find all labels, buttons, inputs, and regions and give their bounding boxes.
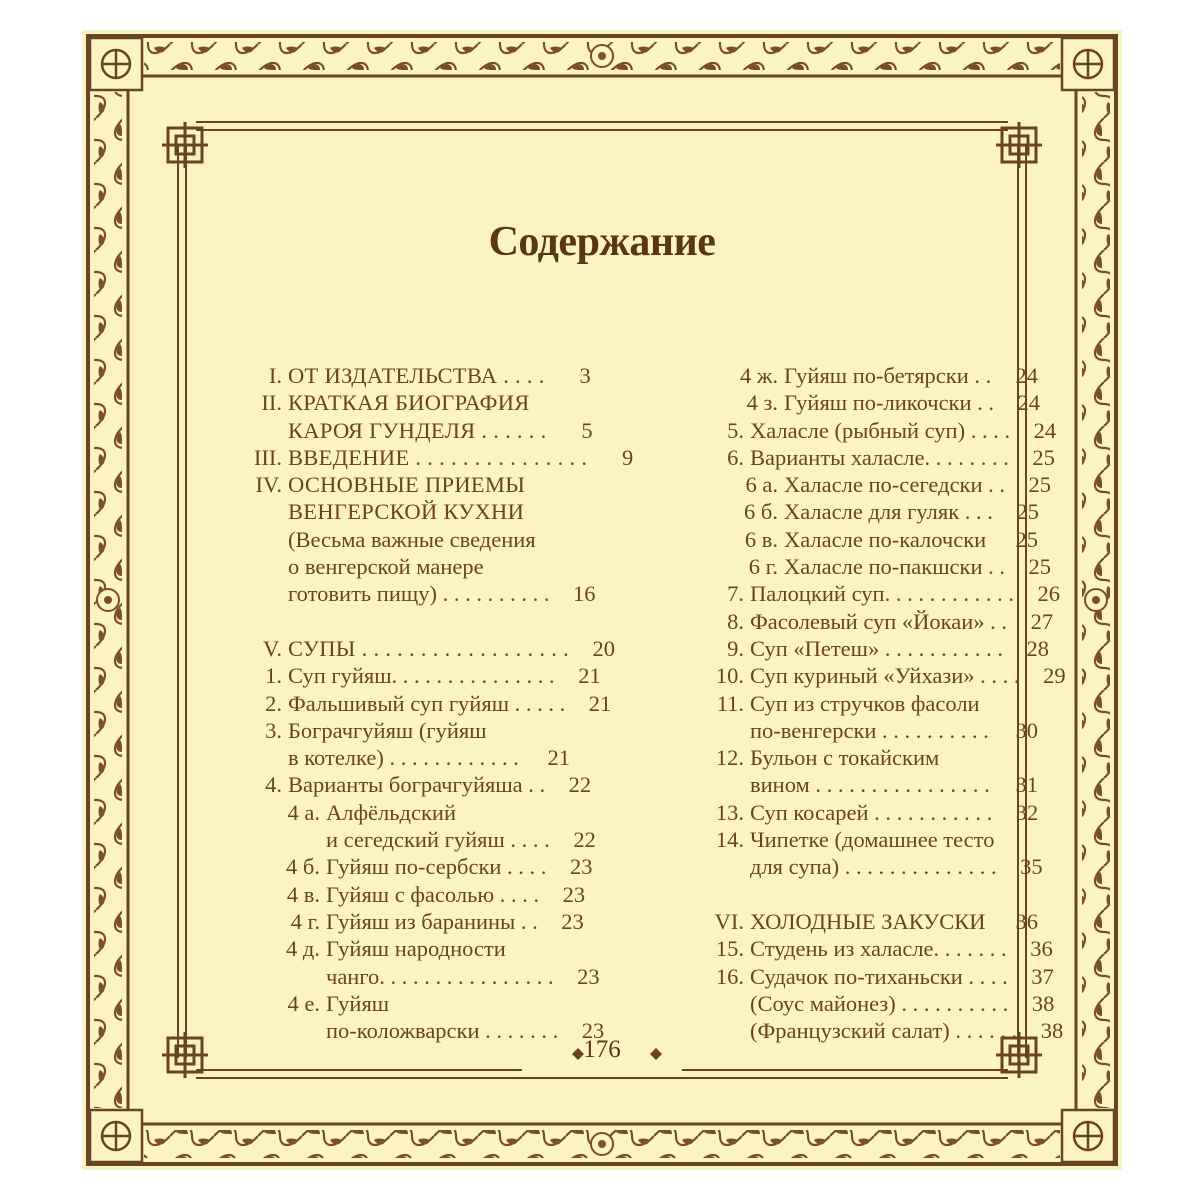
toc-entry-title: Варианты халасле. . . . . . . . bbox=[750, 444, 1009, 470]
toc-entry-page: 37 bbox=[1031, 963, 1054, 989]
toc-entry-number: 9. bbox=[727, 635, 744, 661]
toc-entry-number: 4 д. bbox=[286, 936, 320, 962]
toc-entry-page: 23 bbox=[562, 881, 586, 907]
toc-entry-number: I. bbox=[268, 363, 282, 388]
toc-entry[interactable] bbox=[632, 826, 1038, 853]
toc-entry-page: 31 bbox=[1015, 772, 1038, 798]
toc-entry-title: Гуйяш по-бетярски . . bbox=[784, 363, 992, 388]
toc-entry-title: в котелке) . . . . . . . . . . . . bbox=[288, 745, 519, 771]
toc-entry[interactable] bbox=[172, 635, 616, 662]
toc-entry-title: Гуйяш по-ликочски . . bbox=[784, 390, 995, 416]
toc-entry[interactable] bbox=[172, 389, 570, 416]
toc-entry-number: 12. bbox=[715, 745, 744, 771]
toc-entry-title: КАРОЯ ГУНДЕЛЯ . . . . . . bbox=[288, 417, 547, 443]
toc-entry-title: для супа) . . . . . . . . . . . . . . bbox=[750, 854, 997, 880]
toc-entry-page: 25 bbox=[1032, 444, 1055, 470]
toc-entry-title: Халасле для гуляк . . . bbox=[784, 499, 993, 525]
toc-entry-number: 3. bbox=[265, 717, 282, 743]
toc-entry-title: Фасолевый суп «Йокаи» . . bbox=[750, 608, 1008, 634]
toc-entry-number: III. bbox=[253, 444, 282, 470]
toc-entry[interactable] bbox=[632, 990, 1055, 1017]
toc-entry[interactable] bbox=[632, 908, 1038, 935]
toc-entry[interactable] bbox=[172, 799, 570, 826]
toc-entry[interactable] bbox=[172, 444, 634, 471]
toc-entry-title: СУПЫ . . . . . . . . . . . . . . . . . . bbox=[288, 635, 570, 661]
toc-entry[interactable] bbox=[632, 771, 1038, 798]
toc-spacer bbox=[172, 608, 570, 635]
toc-entry-page: 23 bbox=[569, 854, 593, 880]
toc-entry-page: 36 bbox=[1015, 908, 1038, 934]
toc-entry-title: (Соус майонез) . . . . . . . . . . bbox=[750, 990, 1009, 1016]
toc-entry-number: 1. bbox=[265, 663, 282, 689]
toc-entry-number: 4 г. bbox=[290, 908, 320, 934]
toc-entry[interactable] bbox=[172, 963, 600, 990]
toc-entry-title: ХОЛОДНЫЕ ЗАКУСКИ bbox=[750, 908, 986, 934]
page-title: Содержание bbox=[488, 219, 716, 265]
toc-entry-number: 8. bbox=[727, 608, 744, 634]
toc-entry-title: Суп косарей . . . . . . . . . . . bbox=[750, 799, 993, 825]
toc-entry[interactable] bbox=[632, 635, 1049, 662]
toc-entry[interactable] bbox=[632, 853, 1043, 880]
toc-entry[interactable] bbox=[632, 444, 1055, 471]
toc-entry[interactable] bbox=[172, 580, 596, 607]
toc-entry-title: Бульон с токайским bbox=[750, 745, 940, 771]
toc-entry-title: Фальшивый суп гуйяш . . . . . bbox=[288, 690, 566, 716]
toc-entry-title: Суп гуйяш. . . . . . . . . . . . . . . bbox=[288, 663, 555, 689]
toc-entry[interactable] bbox=[632, 608, 1054, 635]
toc-entry-page: 36 bbox=[1030, 936, 1053, 962]
toc-entry-page: 3 bbox=[579, 363, 591, 388]
toc-entry-number: 16. bbox=[715, 963, 744, 989]
toc-entry-title: Халасле (рыбный суп) . . . . bbox=[750, 417, 1011, 443]
toc-entry[interactable] bbox=[172, 853, 593, 880]
toc-entry-page: 24 bbox=[1015, 363, 1038, 388]
toc-entry-title: ВЕНГЕРСКОЙ КУХНИ bbox=[288, 499, 525, 525]
toc-entry-page: 20 bbox=[592, 635, 616, 661]
toc-entry[interactable] bbox=[172, 417, 593, 444]
toc-entry-page: 22 bbox=[568, 772, 592, 798]
toc-entry[interactable] bbox=[172, 553, 570, 580]
toc-entry-number: IV. bbox=[255, 472, 282, 498]
toc-spacer bbox=[632, 881, 1038, 908]
toc-entry-title: Гуйяш из баранины . . bbox=[326, 908, 538, 934]
toc-entry-page: 29 bbox=[1043, 663, 1066, 689]
toc-entry-title: вином . . . . . . . . . . . . . . . . bbox=[750, 772, 990, 798]
toc-entry[interactable] bbox=[632, 935, 1053, 962]
toc-entry-number: 11. bbox=[716, 690, 744, 716]
toc-entry[interactable] bbox=[172, 662, 601, 689]
toc-entry-page: 24 bbox=[1033, 417, 1057, 443]
toc-entry-page: 21 bbox=[578, 663, 601, 689]
page-number: 176 bbox=[583, 1036, 621, 1063]
toc-entry-title: Гуйяш по-сербски . . . . bbox=[326, 854, 547, 880]
toc-entry-title: о венгерской манере bbox=[288, 554, 484, 580]
toc-entry-page: 25 bbox=[1016, 499, 1039, 525]
toc-entry[interactable] bbox=[632, 690, 1038, 717]
toc-entry-page: 27 bbox=[1030, 608, 1054, 634]
toc-entry[interactable] bbox=[172, 498, 570, 525]
toc-entry[interactable] bbox=[172, 717, 570, 744]
toc-entry-page: 5 bbox=[581, 417, 593, 443]
toc-entry-title: Суп куриный «Уйхази» . . . . bbox=[750, 663, 1020, 689]
toc-entry[interactable] bbox=[632, 553, 1052, 580]
toc-entry-title: чанго. . . . . . . . . . . . . . . . bbox=[326, 963, 554, 989]
toc-entry-number: VI. bbox=[714, 908, 744, 934]
toc-entry[interactable] bbox=[632, 498, 1038, 525]
toc-entry[interactable] bbox=[632, 362, 1038, 389]
toc-entry-title: готовить пищу) . . . . . . . . . . bbox=[288, 581, 550, 607]
toc-entry-number: 4 з. bbox=[746, 390, 778, 416]
toc-entry-number: 6 г. bbox=[748, 554, 778, 580]
toc-entry-number: 6 в. bbox=[744, 526, 778, 552]
toc-entry-number: 15. bbox=[715, 936, 744, 962]
toc-entry[interactable] bbox=[172, 908, 584, 935]
toc-entry-title: ОСНОВНЫЕ ПРИЕМЫ bbox=[288, 472, 526, 498]
toc-entry[interactable] bbox=[172, 935, 570, 962]
toc-entry[interactable] bbox=[172, 362, 591, 389]
toc-entry-title: Чипетке (домашнее тесто bbox=[750, 827, 995, 853]
toc-entry[interactable] bbox=[632, 744, 1038, 771]
toc-entry-number: 6 б. bbox=[744, 499, 778, 525]
toc-entry-title: Бограчгуйяш (гуйяш bbox=[288, 717, 487, 743]
toc-entry-number: 6. bbox=[727, 444, 744, 470]
toc-entry-number: 4 ж. bbox=[739, 363, 778, 388]
toc-entry[interactable] bbox=[632, 799, 1038, 826]
toc-entry-page: 32 bbox=[1015, 799, 1039, 825]
toc-entry-number: 5. bbox=[727, 417, 744, 443]
toc-entry-page: 26 bbox=[1037, 581, 1060, 607]
toc-entry-page: 25 bbox=[1015, 526, 1038, 552]
toc-entry-title: Халасле по-сегедски . . bbox=[784, 472, 1006, 498]
toc-entry-number: V. bbox=[263, 635, 282, 661]
toc-entry-number: 4 е. bbox=[287, 990, 320, 1016]
toc-entry-title: ОТ ИЗДАТЕЛЬСТВА . . . . bbox=[288, 363, 545, 388]
toc-entry-number: 4 а. bbox=[287, 799, 320, 825]
toc-entry[interactable] bbox=[172, 690, 612, 717]
toc-entry-title: по-венгерски . . . . . . . . . . bbox=[750, 717, 989, 743]
toc-entry[interactable] bbox=[172, 881, 586, 908]
toc-entry-title: Гуйяш bbox=[326, 990, 390, 1016]
toc-entry-number: 13. bbox=[715, 799, 744, 825]
toc-entry-page: 28 bbox=[1026, 635, 1049, 661]
toc-entry[interactable] bbox=[172, 471, 570, 498]
toc-entry[interactable] bbox=[172, 771, 592, 798]
toc-entry[interactable] bbox=[632, 662, 1066, 689]
toc-entry[interactable] bbox=[632, 471, 1052, 498]
toc-entry-number: 4 в. bbox=[286, 881, 320, 907]
toc-entry-page: 38 bbox=[1040, 1018, 1064, 1044]
toc-entry-title: Студень из халасле. . . . . . . bbox=[750, 936, 1007, 962]
toc-entry-title: ВВЕДЕНИЕ . . . . . . . . . . . . . . . bbox=[288, 444, 588, 470]
book-page bbox=[82, 30, 1122, 1170]
toc-entry-page: 21 bbox=[588, 690, 612, 716]
toc-entry-title: (Французский салат) . . . . . . bbox=[750, 1018, 1018, 1044]
toc-entry[interactable] bbox=[172, 826, 596, 853]
toc-entry-page: 25 bbox=[1028, 554, 1052, 580]
toc-entry-page: 9 bbox=[622, 444, 634, 470]
toc-entry-page: 25 bbox=[1028, 472, 1052, 498]
toc-entry-title: Палоцкий суп. . . . . . . . . . . . bbox=[750, 581, 1014, 607]
toc-entry-title: Халасле по-пакшски . . bbox=[784, 554, 1006, 580]
toc-entry-number: 2. bbox=[265, 690, 282, 716]
toc-entry-number: II. bbox=[261, 390, 282, 416]
toc-entry-page: 22 bbox=[573, 827, 596, 853]
toc-entry[interactable] bbox=[632, 717, 1038, 744]
toc-entry-number: 6 а. bbox=[745, 472, 778, 498]
toc-entry[interactable] bbox=[172, 744, 570, 771]
toc-entry-page: 16 bbox=[572, 581, 596, 607]
toc-entry-title: Халасле по-калочски bbox=[784, 526, 987, 552]
toc-entry-title: Судачок по-тиханьски . . . . bbox=[750, 963, 1008, 989]
toc-entry-title: Суп «Петеш» . . . . . . . . . . . bbox=[750, 635, 1003, 661]
toc-entry[interactable] bbox=[632, 580, 1060, 607]
toc-entry-title: и сегедский гуйяш . . . . bbox=[326, 827, 550, 853]
toc-entry-title: (Весьма важные сведения bbox=[288, 526, 536, 552]
toc-entry-title: Гуйяш народности bbox=[326, 936, 506, 962]
toc-right-column bbox=[632, 362, 1066, 1044]
toc-entry[interactable] bbox=[632, 526, 1038, 553]
toc-entry[interactable] bbox=[632, 417, 1057, 444]
toc-entry-page: 38 bbox=[1031, 990, 1055, 1016]
toc-entry-number: 7. bbox=[727, 581, 744, 607]
toc-entry-page: 23 bbox=[581, 1018, 605, 1044]
toc-entry-title: по-коложварски . . . . . . . bbox=[326, 1018, 559, 1044]
toc-entry[interactable] bbox=[172, 990, 570, 1017]
toc-entry-number: 10. bbox=[715, 663, 744, 689]
toc-entry-page: 23 bbox=[561, 908, 584, 934]
toc-entry-title: Суп из стручков фасоли bbox=[750, 690, 980, 716]
toc-entry-page: 21 bbox=[547, 745, 570, 771]
toc-entry[interactable] bbox=[632, 963, 1054, 990]
toc-entry[interactable] bbox=[632, 389, 1041, 416]
toc-entry-number: 14. bbox=[715, 827, 744, 853]
toc-entry[interactable] bbox=[172, 526, 570, 553]
toc-entry-page: 24 bbox=[1017, 390, 1041, 416]
toc-entry-page: 23 bbox=[577, 963, 600, 989]
toc-entry-title: Гуйяш с фасолью . . . . bbox=[326, 881, 540, 907]
toc-entry-title: КРАТКАЯ БИОГРАФИЯ bbox=[288, 390, 530, 416]
toc-entry-number: 4 б. bbox=[286, 854, 320, 880]
toc-entry-page: 30 bbox=[1015, 717, 1038, 743]
toc-entry-title: Алфёльдский bbox=[326, 799, 456, 825]
toc-entry-title: Варианты бограчгуйяша . . bbox=[288, 772, 546, 798]
toc-entry-number: 4. bbox=[265, 772, 282, 798]
toc-entry-page: 35 bbox=[1020, 854, 1043, 880]
toc-left-column bbox=[172, 362, 634, 1044]
